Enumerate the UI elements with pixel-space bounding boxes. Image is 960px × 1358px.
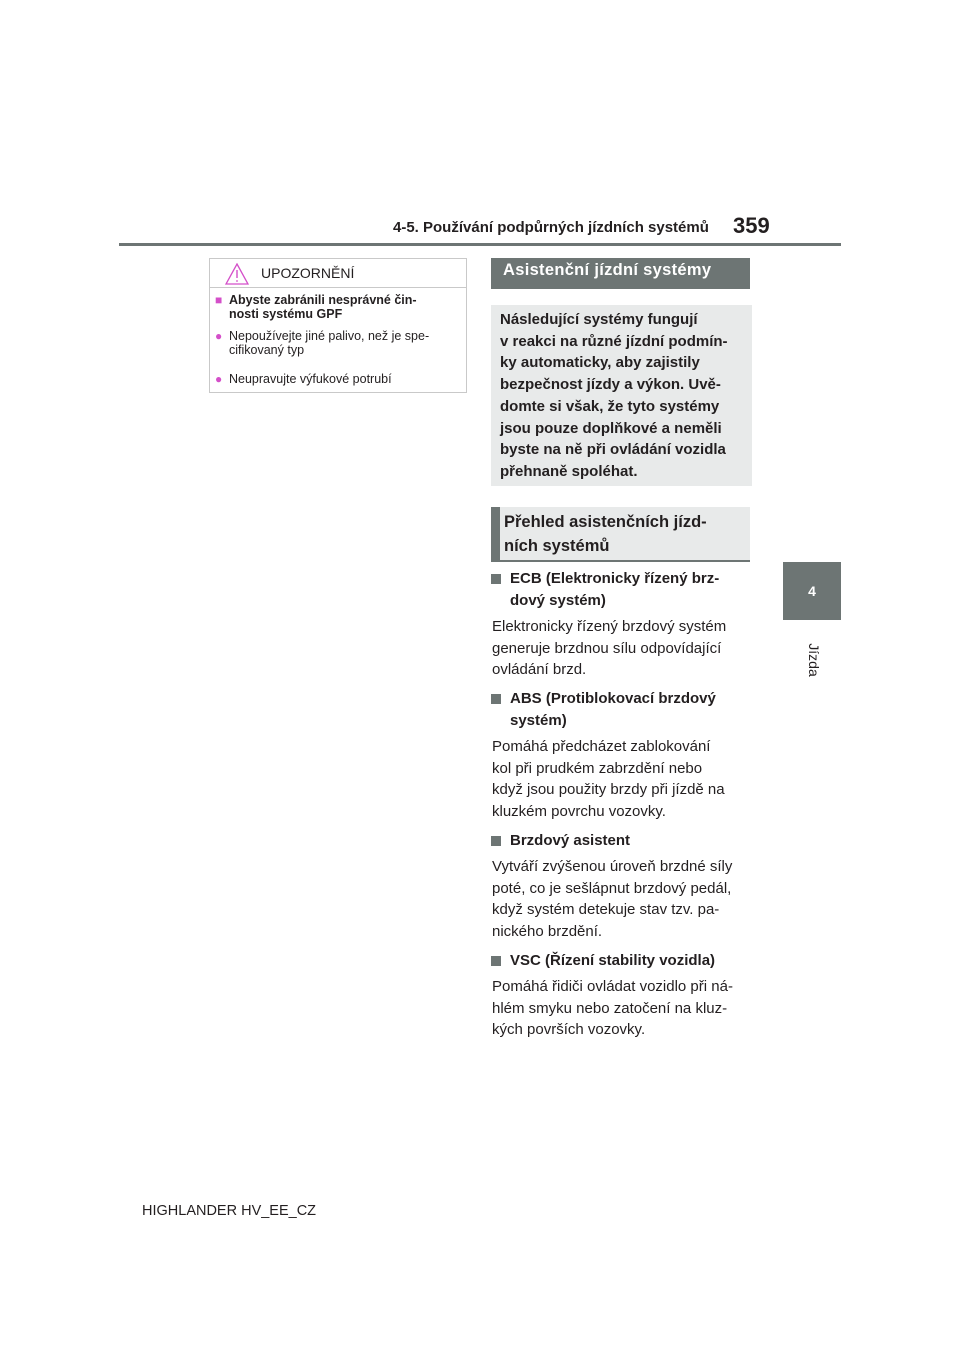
subheading: Přehled asistenčních jízd- ních systémů [504, 513, 707, 555]
square-bullet-icon [491, 836, 501, 846]
item-body-abs: Pomáhá předcházet zablokování kol při prudkém zabrzdění nebo když jsou použity brzdy při jízdě na kluzkém povrchu vozovky. [492, 738, 725, 821]
section-title: 4-5. Používání podpůrných jízdních systémů [393, 219, 709, 236]
dot-bullet-icon: ● [215, 372, 223, 386]
dot-bullet-icon: ● [215, 329, 223, 343]
warning-triangle-icon [225, 263, 249, 285]
section-heading: Asistenční jízdní systémy [491, 258, 750, 289]
caution-item: ● Nepoužívejte jiné palivo, než je spe- cifikovaný typ [215, 329, 430, 357]
page-number: 359 [733, 213, 770, 238]
square-bullet-icon: ■ [215, 293, 223, 307]
intro-box [491, 305, 752, 486]
subheading-box [491, 507, 750, 562]
footer-model: HIGHLANDER HV_EE_CZ [142, 1203, 317, 1219]
item-body-ecb: Elektronicky řízený brzdový systém generuje brzdnou sílu odpovídající ovládání brzd. [492, 618, 727, 679]
item-body-vsc: Pomáhá řidiči ovládat vozidlo při ná- hlém smyku nebo zatočení na kluz- kých površích vozovky. [492, 978, 733, 1039]
square-bullet-icon [491, 574, 501, 584]
caution-header [210, 259, 466, 288]
square-bullet-icon [491, 694, 501, 704]
chapter-label: Jízda [806, 643, 822, 677]
item-body-brake-assist: Vytváří zvýšenou úroveň brzdné síly poté, co je sešlápnut brzdový pedál, když systém detekuje stav tzv. pa- nického brzdění. [492, 858, 733, 941]
caution-item: ● Neupravujte výfukové potrubí [215, 372, 392, 386]
caution-title: UPOZORNĚNÍ [261, 265, 355, 281]
caution-item: ■ Abyste zabránili nesprávné čin- nosti systému GPF [215, 293, 417, 321]
square-bullet-icon [491, 956, 501, 966]
chapter-tab: 4 [783, 562, 841, 620]
caution-box [209, 258, 467, 393]
header-divider [119, 243, 841, 246]
intro-text: Následující systémy fungují v reakci na různé jízdní podmín- ky automaticky, aby zajistily bezpečnost jízdy a výkon. Uvě- domte si však, že tyto systémy jsou pouze doplňkové a neměli byste na ně při ovládání vozidla přehnaně spoléhat. [500, 311, 728, 480]
